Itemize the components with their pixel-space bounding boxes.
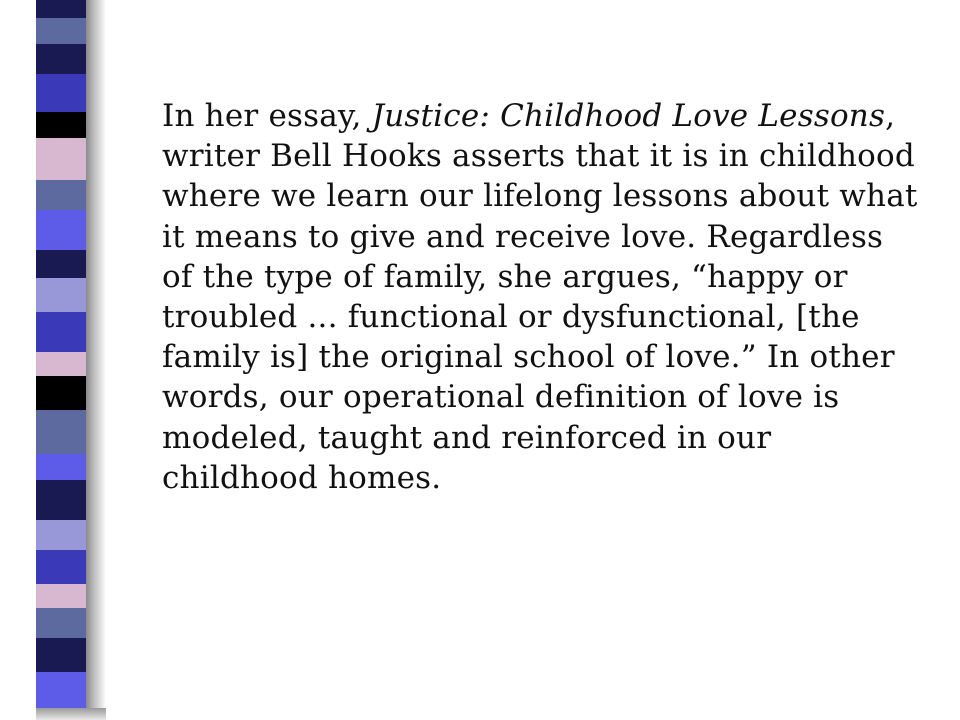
decorative-border-strip xyxy=(36,0,86,720)
border-block xyxy=(36,550,86,584)
border-block xyxy=(36,480,86,520)
border-block xyxy=(36,312,86,352)
border-block xyxy=(36,608,86,638)
border-shadow xyxy=(86,0,106,720)
border-block xyxy=(36,584,86,608)
border-block xyxy=(36,18,86,44)
border-block xyxy=(36,278,86,312)
border-block xyxy=(36,352,86,376)
border-block xyxy=(36,520,86,550)
border-block xyxy=(36,112,86,138)
border-block xyxy=(36,0,86,18)
border-block xyxy=(36,74,86,112)
border-block xyxy=(36,376,86,410)
border-block xyxy=(36,410,86,454)
border-block xyxy=(36,454,86,480)
border-bottom-shadow xyxy=(36,708,106,720)
border-block xyxy=(36,138,86,180)
paragraph-rest: , writer Bell Hooks asserts that it is in childhood where we learn our lifelong lessons about what it means to give and receive love. Regardless of the type of family, she argues, “happy or troubled ... functional or dysfunctional, [the family is] the original school of love.” In other words, our operational definition of love is modeled, taught and reinforced in our childhood homes. xyxy=(162,98,918,496)
body-paragraph xyxy=(162,96,922,498)
border-block xyxy=(36,250,86,278)
essay-title: Justice: Childhood Love Lessons xyxy=(371,98,886,134)
border-block xyxy=(36,44,86,74)
border-block xyxy=(36,638,86,672)
border-block xyxy=(36,180,86,210)
border-block xyxy=(36,672,86,708)
border-block xyxy=(36,210,86,250)
paragraph-intro: In her essay, xyxy=(162,98,372,134)
